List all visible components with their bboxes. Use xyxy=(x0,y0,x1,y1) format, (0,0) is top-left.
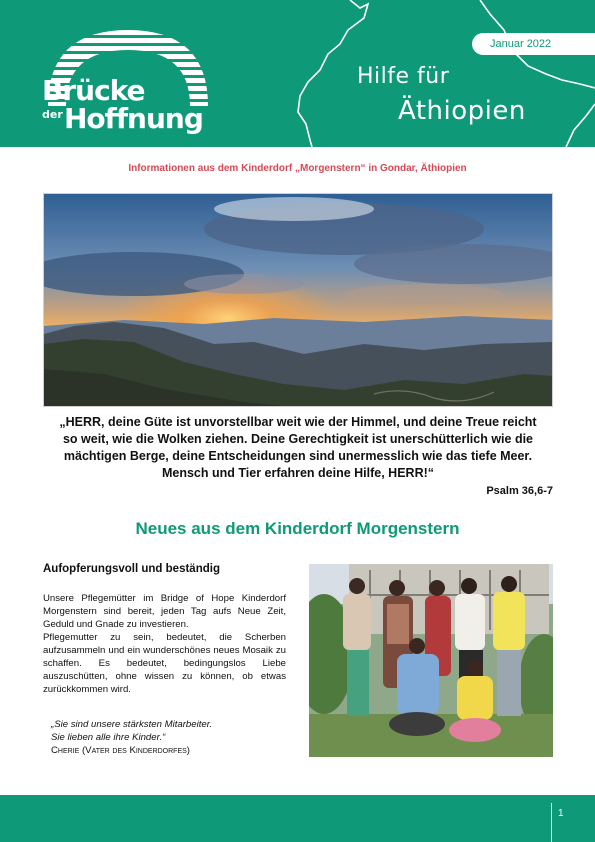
footer-bar xyxy=(0,795,595,842)
issue-date: Januar 2022 xyxy=(472,33,595,55)
citation-line: „Sie sind unsere stärksten Mitarbeiter. xyxy=(51,719,213,730)
citation-line: Sie lieben alle ihre Kinder.“ xyxy=(51,732,166,743)
quote-line: „HERR, deine Güte ist unvorstellbar weit wie der Himmel, und deine Treue reicht xyxy=(59,415,537,429)
footer-divider xyxy=(551,803,552,842)
tagline-line2: Äthiopien xyxy=(398,96,526,126)
section-title: Neues aus dem Kinderdorf Morgenstern xyxy=(135,519,460,538)
article-heading: Aufopferungsvoll und beständig xyxy=(43,563,220,575)
newsletter-subtitle: Informationen aus dem Kinderdorf „Morgenstern“ in Gondar, Äthiopien xyxy=(128,163,467,174)
article-paragraph: Pflegemutter zu sein, bedeutet, die Scherben aufzusammeln und ein wunderschönes neues Mosaik zu schaffen. Es bedeutet, bedingungslos Liebe auszuschütten, ohne wissen zu können, ob etwas zurückkommen wird. xyxy=(43,632,286,695)
psalm-quote xyxy=(43,414,553,482)
citation-author: Cherie (Vater des Kinderdorfes) xyxy=(51,745,190,756)
quote-line: so weit, wie die Wolken ziehen. Deine Gerechtigkeit ist unerschütterlich wie die xyxy=(62,432,534,446)
tagline-line1: Hilfe für xyxy=(357,64,450,89)
article-body xyxy=(43,592,286,696)
foster-mothers-photo xyxy=(309,564,553,757)
header-banner xyxy=(0,0,595,147)
logo-text-hoffnung: Hoffnung xyxy=(64,102,203,135)
quote-reference: Psalm 36,6-7 xyxy=(486,485,553,497)
logo xyxy=(40,28,215,146)
page-number: 1 xyxy=(558,808,564,819)
citation xyxy=(51,718,291,757)
logo-text-der: der xyxy=(42,108,63,121)
hero-landscape-image xyxy=(43,193,553,407)
quote-line: mächtigen Berge, deine Entscheidungen sind unermesslich wie das tiefe Meer. xyxy=(63,449,533,463)
article-paragraph: Unsere Pflegemütter im Bridge of Hope Kinderdorf Morgenstern sind bereit, jeden Tag aufs Neue Zeit, Geduld und Gnade zu investieren. xyxy=(43,593,286,630)
quote-line: Mensch und Tier erfahren deine Hilfe, HERR!“ xyxy=(161,466,435,480)
logo-text-bruecke: Brücke xyxy=(42,74,145,107)
